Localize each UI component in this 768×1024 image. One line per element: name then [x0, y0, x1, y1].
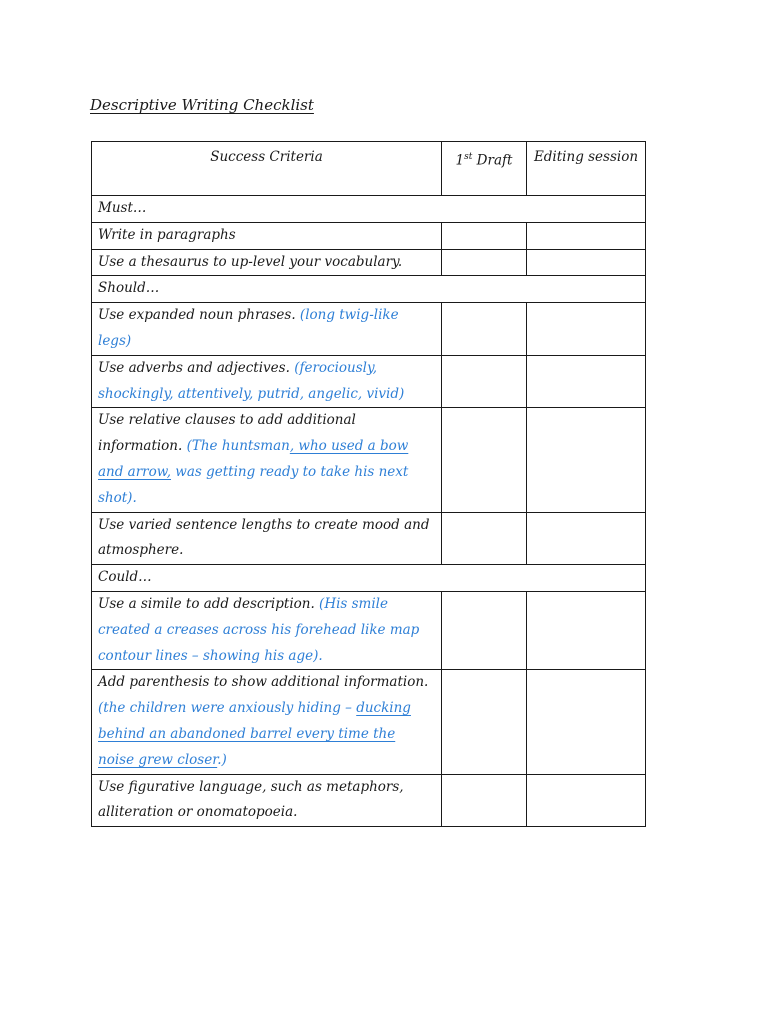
example-text: (ferociously, shockingly, attentively, putrid, angelic, vivid)	[98, 359, 405, 402]
section-could-label: Could…	[92, 565, 646, 592]
example-text: (The huntsman	[186, 438, 290, 455]
criterion-text: Use expanded noun phrases.	[98, 307, 300, 324]
criterion-text: Add parenthesis to show additional information.	[98, 674, 429, 691]
criterion-figurative-language: Use figurative language, such as metaphors, alliteration or onomatopoeia.	[92, 774, 442, 827]
example-text: .)	[217, 751, 227, 768]
editing-check-cell[interactable]	[527, 249, 646, 276]
section-should-label: Should…	[92, 276, 646, 303]
editing-check-cell[interactable]	[527, 222, 646, 249]
section-row-must	[92, 196, 646, 223]
header-first-draft	[442, 142, 527, 196]
criterion-adverbs	[92, 355, 442, 408]
criterion-thesaurus: Use a thesaurus to up-level your vocabulary.	[92, 249, 442, 276]
table-row	[92, 355, 646, 408]
editing-check-cell[interactable]	[527, 303, 646, 356]
example-text: (the children were anxiously hiding –	[98, 700, 357, 717]
criterion-simile	[92, 591, 442, 669]
first-draft-check-cell[interactable]	[442, 512, 527, 565]
table-row	[92, 408, 646, 512]
table-row	[92, 512, 646, 565]
editing-check-cell[interactable]	[527, 591, 646, 669]
table-row	[92, 670, 646, 774]
section-row-could	[92, 565, 646, 592]
section-row-should	[92, 276, 646, 303]
table-row	[92, 591, 646, 669]
header-editing-session: Editing session	[527, 142, 646, 196]
criterion-parenthesis	[92, 670, 442, 774]
header-draft-number: 1	[455, 152, 465, 169]
header-success-criteria: Success Criteria	[92, 142, 442, 196]
table-row	[92, 303, 646, 356]
criterion-text: Use relative clauses to add additional information.	[98, 412, 356, 455]
editing-check-cell[interactable]	[527, 355, 646, 408]
header-draft-suffix: st	[464, 152, 473, 162]
editing-check-cell[interactable]	[527, 512, 646, 565]
criterion-sentence-lengths: Use varied sentence lengths to create mood and atmosphere.	[92, 512, 442, 565]
editing-check-cell[interactable]	[527, 774, 646, 827]
table-row	[92, 249, 646, 276]
first-draft-check-cell[interactable]	[442, 249, 527, 276]
example-text: was getting ready to take his next shot).	[98, 463, 409, 506]
first-draft-check-cell[interactable]	[442, 355, 527, 408]
first-draft-check-cell[interactable]	[442, 222, 527, 249]
criterion-text: Use a simile to add description.	[98, 595, 320, 612]
criterion-text: Use adverbs and adjectives.	[98, 359, 295, 376]
criterion-noun-phrases	[92, 303, 442, 356]
first-draft-check-cell[interactable]	[442, 303, 527, 356]
example-text: (His smile created a creases across his forehead like map contour lines – showing his age).	[98, 595, 420, 664]
checklist-table	[91, 141, 646, 827]
example-text: (long twig-like legs)	[98, 307, 399, 349]
header-draft-label: Draft	[472, 152, 513, 169]
section-must-label: Must…	[92, 196, 646, 223]
first-draft-check-cell[interactable]	[442, 774, 527, 827]
table-header-row	[92, 142, 646, 196]
table-row	[92, 222, 646, 249]
editing-check-cell[interactable]	[527, 670, 646, 774]
document-title: Descriptive Writing Checklist	[90, 96, 314, 114]
table-row	[92, 774, 646, 827]
example-underlined-text: ducking behind an abandoned barrel every time the noise grew closer	[98, 700, 411, 768]
criterion-relative-clauses	[92, 408, 442, 512]
editing-check-cell[interactable]	[527, 408, 646, 512]
example-underlined-text: , who used a bow and arrow,	[98, 438, 409, 480]
first-draft-check-cell[interactable]	[442, 408, 527, 512]
criterion-paragraphs: Write in paragraphs	[92, 222, 442, 249]
first-draft-check-cell[interactable]	[442, 670, 527, 774]
first-draft-check-cell[interactable]	[442, 591, 527, 669]
